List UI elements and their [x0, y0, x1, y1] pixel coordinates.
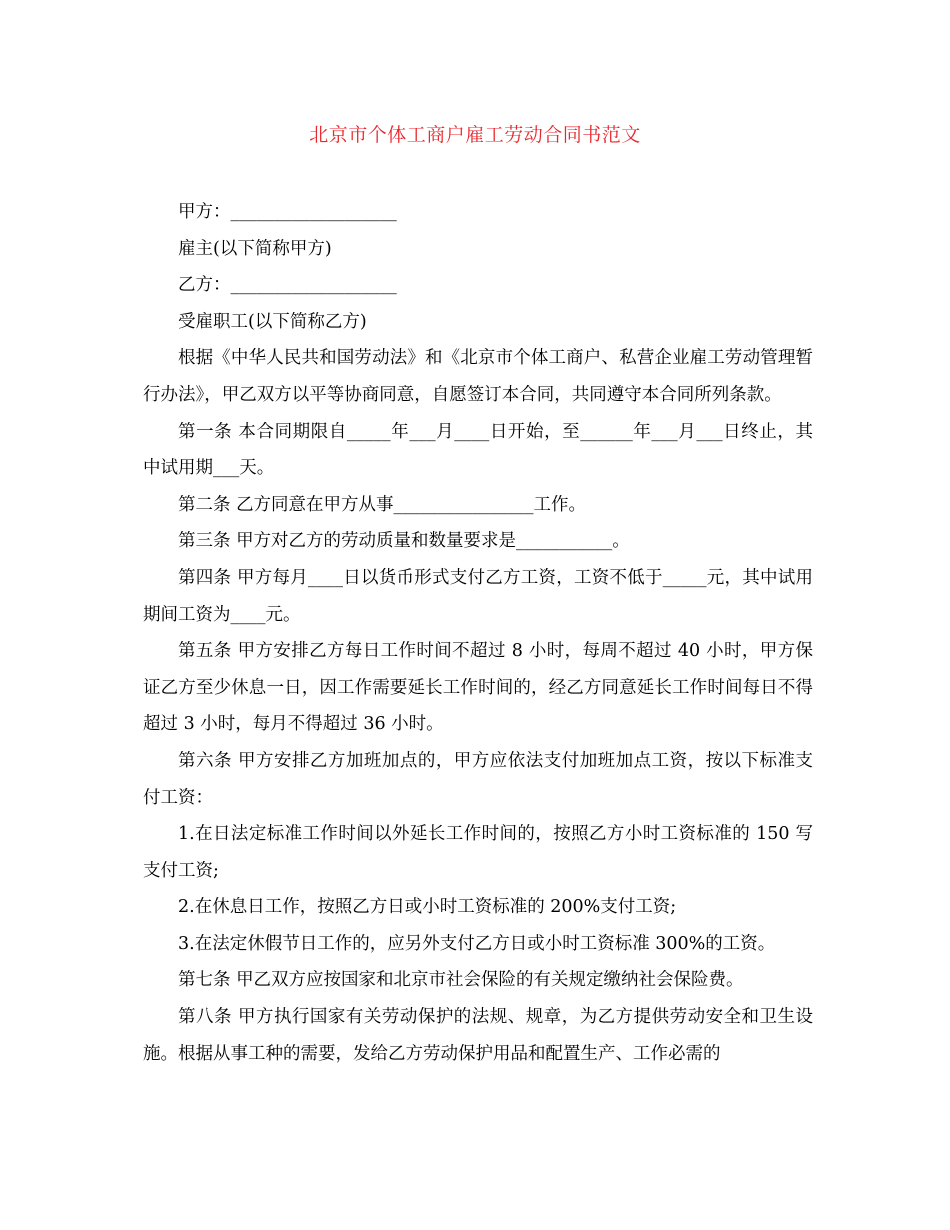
- party-b-line: 乙方：___________________: [178, 275, 397, 296]
- article-2: 第二条 乙方同意在甲方从事________________工作。: [178, 494, 587, 515]
- article-6-item-1: 1.在日法定标准工作时间以外延长工作时间的，按照乙方小时工资标准的 150 写支付工资;: [143, 824, 813, 881]
- article-1: 第一条 本合同期限自_____年___月____日开始，至______年___月___日终止，其中试用期___天。: [143, 421, 813, 479]
- document-body: [143, 194, 813, 1072]
- article-3: 第三条 甲方对乙方的劳动质量和数量要求是___________。: [178, 531, 630, 552]
- party-a-note: 雇主(以下简称甲方): [178, 238, 332, 259]
- document-title: 北京市个体工商户雇工劳动合同书范文: [309, 124, 641, 146]
- article-6: 第六条 甲方安排乙方加班加点的，甲方应依法支付加班加点工资，按以下标准支付工资：: [143, 750, 813, 808]
- party-b-note: 受雇职工(以下简称乙方): [178, 311, 367, 332]
- article-6-item-3: 3.在法定休假节日工作的，应另外支付乙方日或小时工资标准 300%的工资。: [178, 933, 776, 954]
- article-4: 第四条 甲方每月____日以货币形式支付乙方工资，工资不低于_____元，其中试用期间工资为____元。: [143, 567, 813, 625]
- party-a-line: 甲方：___________________: [178, 202, 397, 222]
- article-8: 第八条 甲方执行国家有关劳动保护的法规、规章，为乙方提供劳动安全和卫生设施。根据从事工种的需要，发给乙方劳动保护用品和配置生产、工作必需的: [143, 1007, 813, 1064]
- article-7: 第七条 甲乙双方应按国家和北京市社会保险的有关规定缴纳社会保险费。: [178, 970, 744, 991]
- article-5: 第五条 甲方安排乙方每日工作时间不超过 8 小时，每周不超过 40 小时，甲方保证乙方至少休息一日，因工作需要延长工作时间的，经乙方同意延长工作时间每日不得超过 3 小时，每月不得超过 36 小时。: [143, 641, 813, 735]
- preamble-paragraph: 根据《中华人民共和国劳动法》和《北京市个体工商户、私营企业雇工劳动管理暂行办法》，甲乙双方以平等协商同意，自愿签订本合同，共同遵守本合同所列条款。: [143, 348, 813, 405]
- article-6-item-2: 2.在休息日工作，按照乙方日或小时工资标准的 200%支付工资;: [178, 897, 677, 918]
